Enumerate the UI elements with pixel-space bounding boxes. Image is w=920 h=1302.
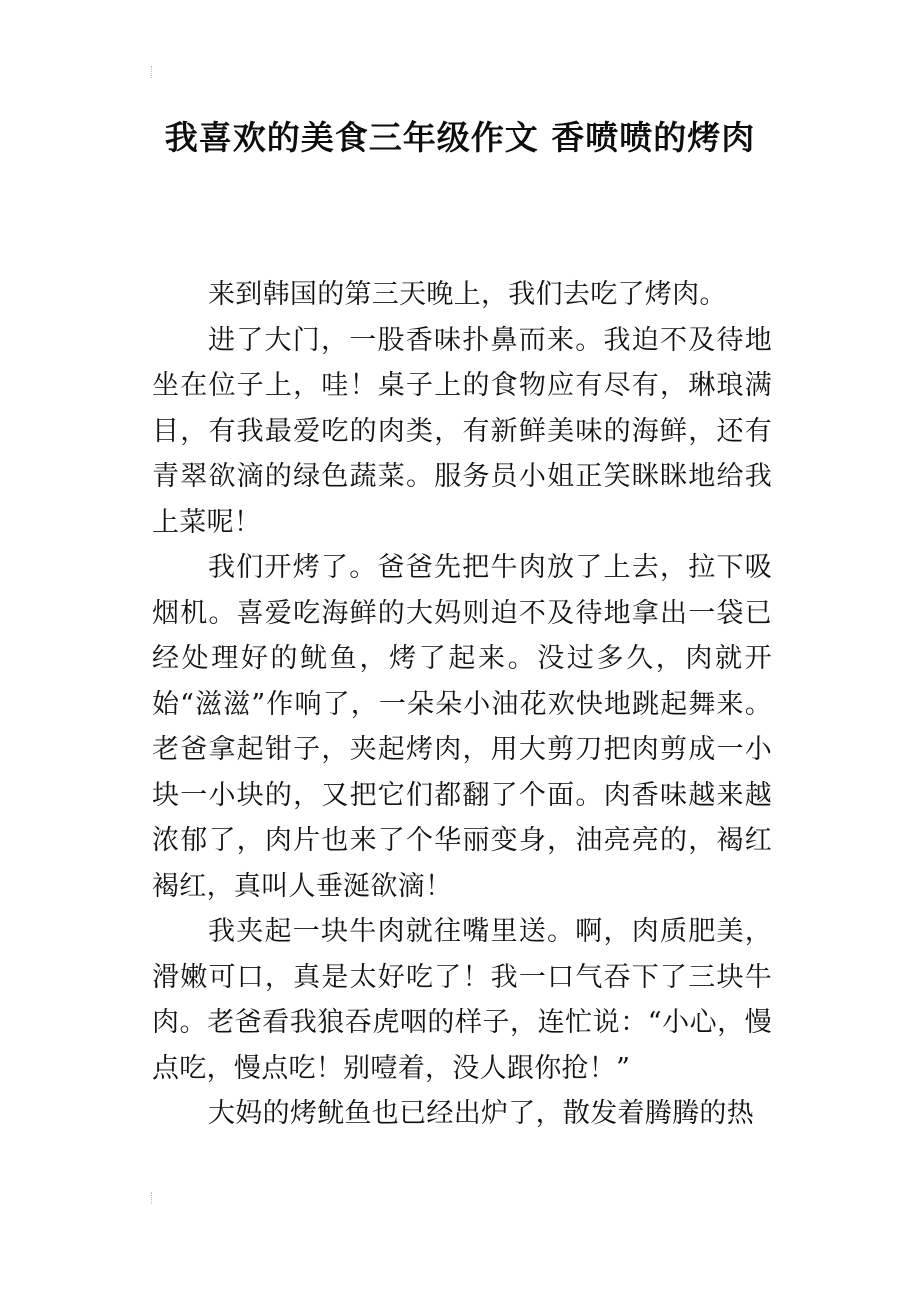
corner-crop-mark [151, 1192, 155, 1204]
paragraph: 我夹起一块牛肉就往嘴里送。啊，肉质肥美，滑嫩可口，真是太好吃了！我一口气吞下了三块牛肉。老爸看我狼吞虎咽的样子，连忙说：“小心，慢点吃，慢点吃！别噎着，没人跟你抢！” [152, 916, 772, 1084]
paragraph: 来到韩国的第三天晚上，我们去吃了烤肉。 [208, 279, 727, 310]
paragraph: 我们开烤了。爸爸先把牛肉放了上去，拉下吸烟机。喜爱吃海鲜的大妈则迫不及待地拿出一袋已经处理好的鱿鱼，烤了起来。没过多久，肉就开始“滋滋”作响了，一朵朵小油花欢快地跳起舞来。老爸拿起钳子，夹起烤肉，用大剪刀把肉剪成一小块一小块的，又把它们都翻了个面。肉香味越来越浓郁了，肉片也来了个华丽变身，油亮亮的，褐红褐红，真叫人垂涎欲滴！ [152, 552, 772, 902]
paragraph: 大妈的烤鱿鱼也已经出炉了，散发着腾腾的热 [208, 1098, 754, 1129]
corner-crop-mark [151, 66, 155, 78]
article-body [152, 272, 772, 1137]
page-title: 我喜欢的美食三年级作文 香喷喷的烤肉 [164, 118, 756, 157]
paragraph: 进了大门，一股香味扑鼻而来。我迫不及待地坐在位子上，哇！桌子上的食物应有尽有，琳琅满目，有我最爱吃的肉类，有新鲜美味的海鲜，还有青翠欲滴的绿色蔬菜。服务员小姐正笑眯眯地给我上菜呢！ [152, 324, 772, 538]
